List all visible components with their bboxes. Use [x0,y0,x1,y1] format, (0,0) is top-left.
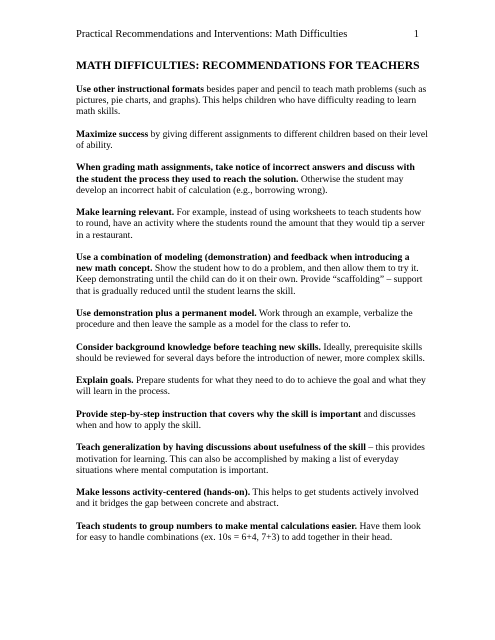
recommendation-paragraph [76,252,428,297]
recommendation-body: – this provides motivation for learning. This can also be accomplished by making a list of everyday situations where mental computation is important. [76,442,425,476]
recommendation-body: by giving different assignments to different children based on their level of ability. [76,128,428,151]
recommendation-lead: Make learning relevant. [76,207,175,219]
recommendation-paragraph [76,375,428,397]
recommendation-paragraph [76,442,428,476]
recommendation-body: Work through an example, verbalize the procedure and then leave the sample as a model for the class to refer to. [76,307,413,331]
recommendation-body: and discusses when and how to apply the skill. [76,408,416,431]
recommendation-lead: Provide step-by-step instruction that covers why the skill is important [76,408,362,420]
recommendation-lead: Make lessons activity-centered (hands-on). [76,487,251,499]
recommendation-body: This helps to get students actively involved and it bridges the gap between concrete and abstract. [76,487,419,510]
recommendation-paragraph [76,308,428,330]
recommendation-body: Have them look for easy to handle combinations (ex. 10s = 6+4, 7+3) to add together in their head. [76,520,421,543]
recommendations-list [76,84,428,554]
recommendation-paragraph [76,129,428,151]
recommendation-lead: Teach generalization by having discussions about usefulness of the skill [76,442,366,454]
recommendation-lead: Explain goals. [76,375,134,387]
recommendation-lead: Teach students to group numbers to make mental calculations easier. [76,520,358,532]
recommendation-paragraph [76,521,428,543]
recommendation-body: Show the student how to do a problem, and then allow them to try it. Keep demonstrating until the child can do it on their own. Provide “scaffolding” – support that is gradually reduced until the student learns the skill. [76,263,423,297]
recommendation-body: Ideally, prerequisite skills should be reviewed for several days before the introduction of newer, more complex skills. [76,341,425,364]
recommendation-lead: Use other instructional formats [76,84,204,95]
recommendation-paragraph [76,207,428,241]
page-number: 1 [413,29,419,40]
document-title: MATH DIFFICULTIES: RECOMMENDATIONS FOR TEACHERS [76,59,420,72]
recommendation-lead: Consider background knowledge before teaching new skills. [76,341,321,353]
recommendation-paragraph [76,409,428,431]
recommendation-lead: Use demonstration plus a permanent model. [76,307,257,319]
recommendation-body: Prepare students for what they need to do to achieve the goal and what they will learn in the process. [76,375,426,398]
recommendation-paragraph [76,342,428,364]
recommendation-lead: When grading math assignments, take notice of incorrect answers and discuss with the student the process they used to reach the solution. [76,162,415,185]
recommendation-body: besides paper and pencil to teach math problems (such as pictures, pie charts, and graphs). This helps children who have difficulty reading to learn math skills. [76,84,427,118]
recommendation-body: For example, instead of using worksheets to teach students how to round, have an activity where the students round the amount that they would tip a server in a restaurant. [76,207,425,241]
running-header-title: Practical Recommendations and Interventions: Math Difficulties [76,29,348,40]
recommendation-paragraph [76,162,428,196]
recommendation-lead: Use a combination of modeling (demonstration) and feedback when introducing a new math concept. [76,251,410,275]
recommendation-paragraph [76,487,428,509]
running-header [76,29,419,41]
recommendation-paragraph [76,84,428,118]
recommendation-lead: Maximize success [76,128,149,140]
recommendation-body: Otherwise the student may develop an incorrect habit of calculation (e.g., borrowing wrong). [76,173,404,196]
